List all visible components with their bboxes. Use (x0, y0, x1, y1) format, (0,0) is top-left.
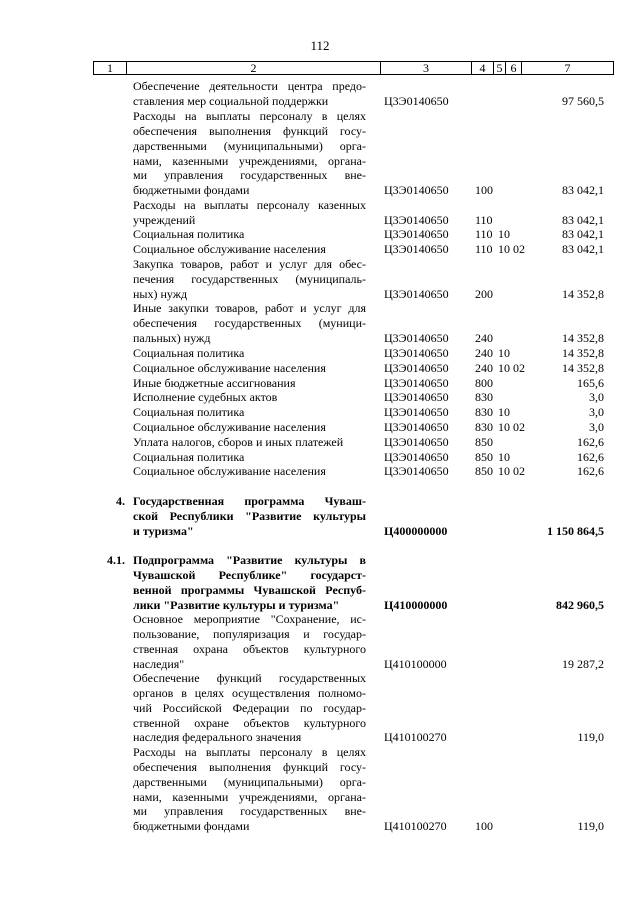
row-sum: 162,6 (577, 464, 604, 478)
row-sum: 83 042,1 (562, 212, 604, 227)
row-sum: 1 150 864,5 (547, 523, 604, 538)
row-sum: 3,0 (589, 420, 604, 434)
row-name: Основное мероприятие "Сохранение, ис- пользование, популяризация и государ- ственная охрана объектов культурного наследия" (133, 612, 366, 671)
header-col-2: 2 (126, 62, 380, 74)
row-code: Ц3Э0140650 (384, 464, 449, 478)
row-code: Ц3Э0140650 (384, 93, 449, 108)
row-code: Ц3Э0140650 (384, 361, 449, 375)
row-sum: 119,0 (577, 819, 604, 834)
page-number: 112 (310, 38, 330, 53)
row-code: Ц3Э0140650 (384, 450, 449, 464)
row-expense-type: 830 (475, 390, 493, 404)
row-name: Социальное обслуживание населения (133, 361, 326, 375)
row-section: 10 02 (498, 361, 525, 375)
row-code: Ц3Э0140650 (384, 420, 449, 434)
row-expense-type: 240 (475, 330, 493, 345)
row-sum: 83 042,1 (562, 183, 604, 198)
row-sum: 162,6 (577, 450, 604, 464)
row-name: Расходы на выплаты персоналу в целях обеспечения выполнения функций госу- дарственными (муниципальными) орга- нами, казенными учреждениями, органа- ми управления государственных вне- бюджетными фондами (133, 109, 366, 198)
row-code: Ц3Э0140650 (384, 376, 449, 390)
row-number: 4. (116, 494, 125, 508)
row-section: 10 02 (498, 420, 525, 434)
row-sum: 162,6 (577, 435, 604, 449)
row-expense-type: 850 (475, 464, 493, 478)
row-name: Иные бюджетные ассигнования (133, 376, 296, 390)
row-section: 10 02 (498, 464, 525, 478)
header-col-4: 4 (471, 62, 493, 74)
row-name: Уплата налогов, сборов и иных платежей (133, 435, 344, 449)
row-code: Ц3Э0140650 (384, 405, 449, 419)
row-code: Ц3Э0140650 (384, 346, 449, 360)
row-section: 10 (498, 227, 510, 241)
row-name: Социальное обслуживание населения (133, 464, 326, 478)
row-code: Ц3Э0140650 (384, 212, 449, 227)
row-sum: 14 352,8 (562, 361, 604, 375)
row-sum: 14 352,8 (562, 330, 604, 345)
table-header (93, 61, 614, 75)
row-expense-type: 100 (475, 183, 493, 198)
header-col-3: 3 (380, 62, 471, 74)
row-code: Ц3Э0140650 (384, 183, 449, 198)
row-code: Ц410100000 (384, 656, 447, 671)
row-code: Ц3Э0140650 (384, 435, 449, 449)
row-code: Ц410100270 (384, 819, 447, 834)
row-name: Государственная программа Чуваш- ской Республики "Развитие культуры и туризма" (133, 494, 366, 538)
header-col-5: 5 (493, 62, 505, 74)
row-expense-type: 110 (475, 242, 493, 256)
row-name: Обеспечение функций государственных органов в целях осуществления полномо- чий Российской Федерации по государ- ственной охране объектов культурного наследия федерального значения (133, 671, 366, 745)
row-sum: 14 352,8 (562, 286, 604, 301)
row-code: Ц410000000 (384, 597, 448, 612)
row-code: Ц410100270 (384, 730, 447, 745)
row-name: Социальная политика (133, 346, 245, 360)
row-expense-type: 100 (475, 819, 493, 834)
row-sum: 83 042,1 (562, 242, 604, 256)
row-expense-type: 240 (475, 361, 493, 375)
row-name: Социальная политика (133, 405, 245, 419)
row-section: 10 (498, 346, 510, 360)
row-sum: 83 042,1 (562, 227, 604, 241)
row-expense-type: 850 (475, 450, 493, 464)
row-sum: 119,0 (577, 730, 604, 745)
row-section: 10 (498, 450, 510, 464)
header-col-6: 6 (505, 62, 521, 74)
header-col-1: 1 (107, 61, 113, 75)
row-expense-type: 850 (475, 435, 493, 449)
row-expense-type: 110 (475, 212, 493, 227)
row-name: Исполнение судебных актов (133, 390, 278, 404)
row-code: Ц3Э0140650 (384, 227, 449, 241)
row-sum: 3,0 (589, 390, 604, 404)
row-expense-type: 830 (475, 420, 493, 434)
row-expense-type: 110 (475, 227, 493, 241)
row-name: Обеспечение деятельности центра предо- ставления мер социальной поддержки (133, 79, 366, 108)
row-name: Социальная политика (133, 227, 245, 241)
row-code: Ц3Э0140650 (384, 242, 449, 256)
row-sum: 14 352,8 (562, 346, 604, 360)
row-expense-type: 240 (475, 346, 493, 360)
row-name: Расходы на выплаты персоналу казенных учреждений (133, 198, 366, 227)
row-name: Социальная политика (133, 450, 245, 464)
row-section: 10 02 (498, 242, 525, 256)
row-sum: 19 287,2 (562, 656, 604, 671)
header-col-7: 7 (521, 62, 613, 74)
row-code: Ц3Э0140650 (384, 330, 449, 345)
row-name: Социальное обслуживание населения (133, 242, 326, 256)
row-expense-type: 200 (475, 286, 493, 301)
row-number: 4.1. (107, 553, 125, 567)
row-code: Ц3Э0140650 (384, 390, 449, 404)
row-name: Закупка товаров, работ и услуг для обес- печения государственных (муниципаль- ных) нужд (133, 257, 366, 301)
row-name: Расходы на выплаты персоналу в целях обеспечения выполнения функций госу- дарственными (муниципальными) орга- нами, казенными учреждениями, органа- ми управления государственных вне- бюджетными фондами (133, 745, 366, 834)
row-name: Социальное обслуживание населения (133, 420, 326, 434)
row-sum: 842 960,5 (556, 597, 604, 612)
row-expense-type: 800 (475, 376, 493, 390)
row-name: Подпрограмма "Развитие культуры в Чувашской Республике" государст- венной программы Чувашской Респуб- лики "Развитие культуры и туризма" (133, 553, 366, 612)
row-sum: 165,6 (577, 376, 604, 390)
row-sum: 3,0 (589, 405, 604, 419)
row-code: Ц400000000 (384, 523, 448, 538)
row-code: Ц3Э0140650 (384, 286, 449, 301)
row-section: 10 (498, 405, 510, 419)
row-sum: 97 560,5 (562, 93, 604, 108)
row-expense-type: 830 (475, 405, 493, 419)
row-name: Иные закупки товаров, работ и услуг для обеспечения государственных (муници- пальных) нужд (133, 301, 366, 345)
